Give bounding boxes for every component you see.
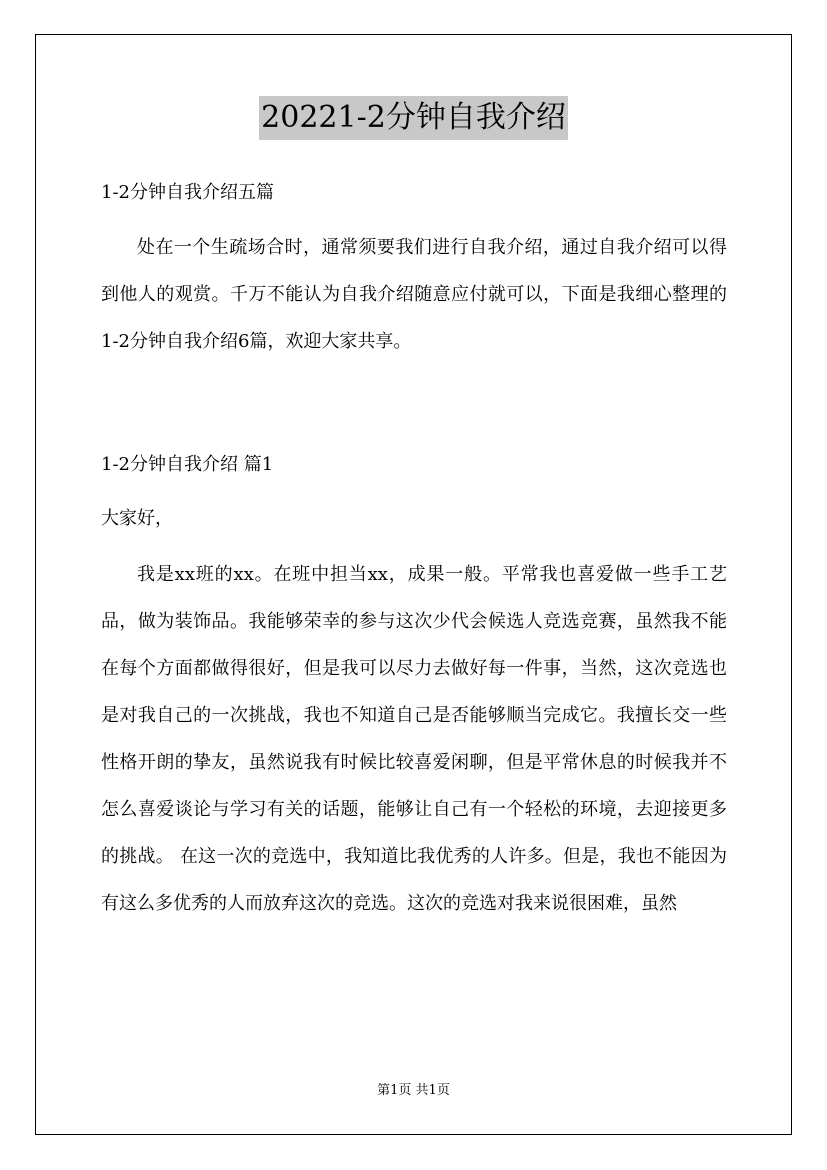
intro-paragraph: 处在一个生疏场合时，通常须要我们进行自我介绍，通过自我介绍可以得到他人的观赏。千万不能认为自我介绍随意应付就可以，下面是我细心整理的1-2分钟自我介绍6篇，欢迎大家共享。	[101, 237, 727, 352]
section-heading: 1-2分钟自我介绍 篇1	[101, 454, 274, 475]
page-footer: 第1页 共1页	[377, 1083, 450, 1098]
title-container	[0, 96, 827, 140]
document-subtitle: 1-2分钟自我介绍五篇	[101, 182, 274, 203]
greeting-line: 大家好，	[101, 508, 173, 529]
document-title: 20221-2分钟自我介绍	[259, 96, 568, 140]
body-paragraph: 我是xx班的xx。在班中担当xx，成果一般。平常我也喜爱做一些手工艺品，做为装饰品。我能够荣幸的参与这次少代会候选人竞选竞赛，虽然我不能在每个方面都做得很好，但是我可以尽力去做好每一件事，当然，这次竞选也是对我自己的一次挑战，我也不知道自己是否能够顺当完成它。我擅长交一些性格开朗的挚友，虽然说我有时候比较喜爱闲聊，但是平常休息的时候我并不怎么喜爱谈论与学习有关的话题，能够让自己有一个轻松的环境，去迎接更多的挑战。 在这一次的竞选中，我知道比我优秀的人许多。但是，我也不能因为有这么多优秀的人而放弃这次的竞选。这次的竞选对我来说很困难，虽然	[101, 564, 727, 914]
